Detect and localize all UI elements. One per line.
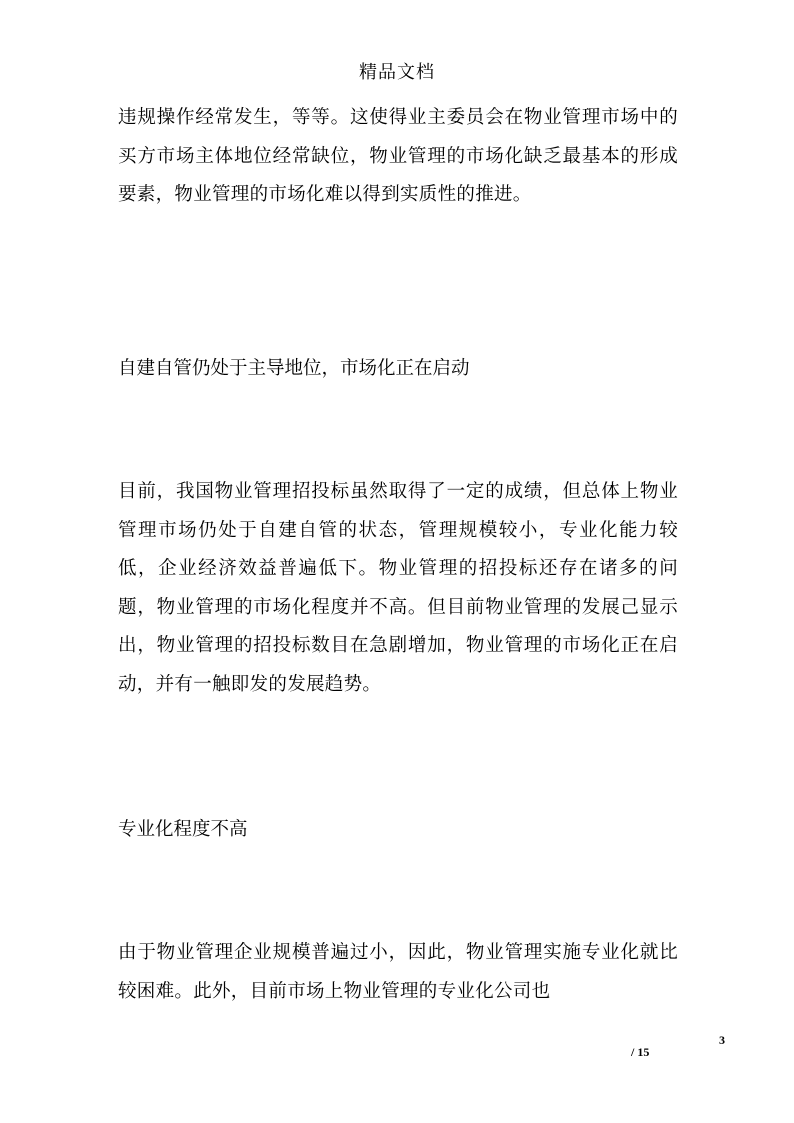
- page-number: 3: [719, 1033, 725, 1047]
- body-paragraph: 目前，我国物业管理招投标虽然取得了一定的成绩，但总体上物业管理市场仍处于自建自管的状态，管理规模较小，专业化能力较低，企业经济效益普遍低下。物业管理的招投标还存在诸多的问题，物业管理的市场化程度并不高。但目前物业管理的发展己显示出，物业管理的招投标数目在急剧增加，物业管理的市场化正在启动，并有一触即发的发展趋势。: [118, 481, 678, 695]
- page-total: / 15: [631, 1045, 650, 1059]
- body-paragraph: 由于物业管理企业规模普遍过小，因此，物业管理实施专业化就比较困难。此外，目前市场上物业管理的专业化公司也: [118, 942, 678, 1002]
- section-heading: 自建自管仍处于主导地位，市场化正在启动: [118, 358, 470, 379]
- section-heading: 专业化程度不高: [118, 819, 248, 840]
- body-paragraph: 违规操作经常发生，等等。这使得业主委员会在物业管理市场中的买方市场主体地位经常缺位，物业管理的市场化缺乏最基本的形成要素，物业管理的市场化难以得到实质性的推进。: [118, 107, 678, 205]
- document-header-title: 精品文档: [359, 62, 435, 83]
